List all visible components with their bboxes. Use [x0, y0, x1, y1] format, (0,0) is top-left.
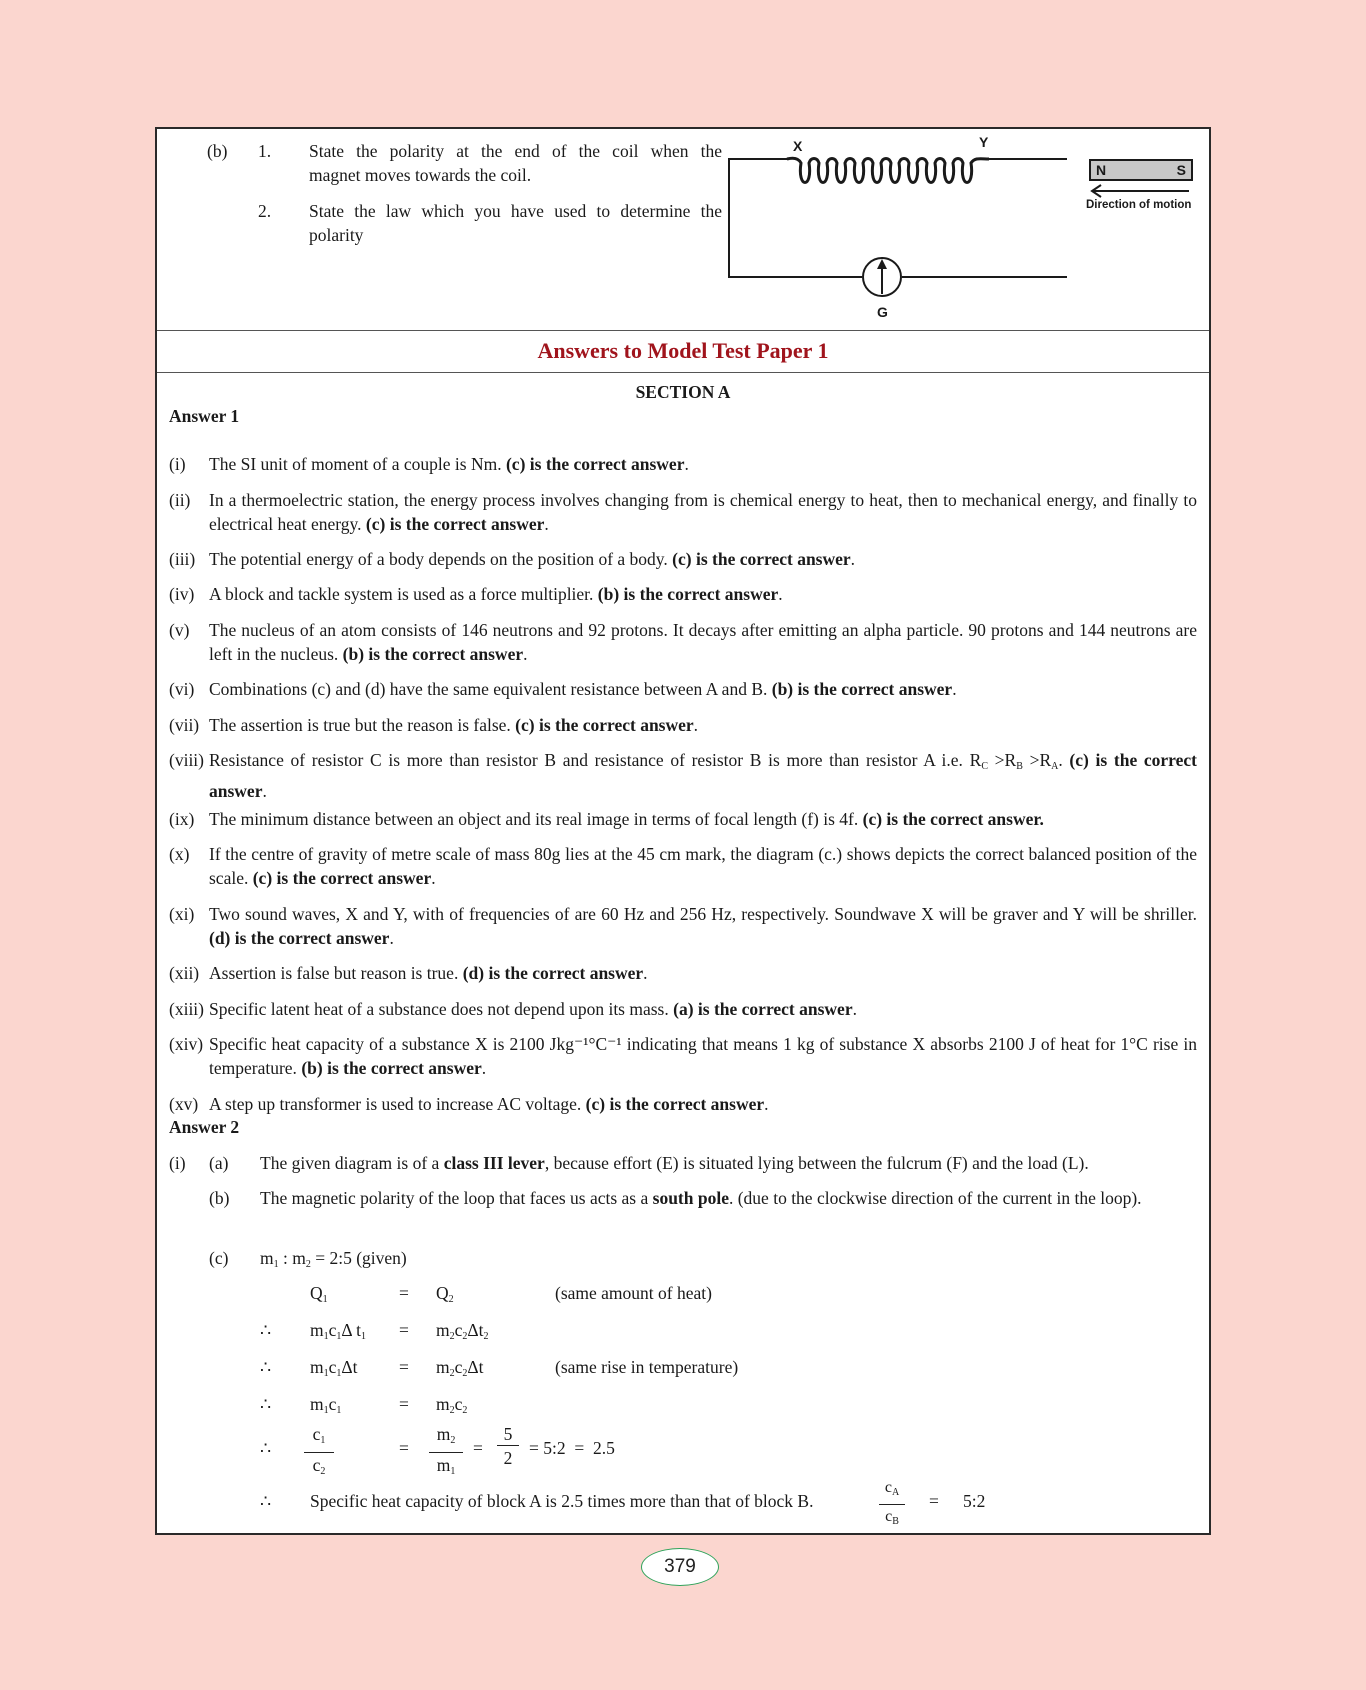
galvanometer-icon	[863, 258, 901, 296]
resistance-relation: $R_C >R_B >R_A$.	[969, 750, 1070, 772]
answer-2-b-text: The magnetic polarity of the loop that faces us acts as a south pole. (due to the clockwise direction of the current in the loop).	[260, 1188, 1142, 1208]
eq-3-note: (same rise in temperature)	[555, 1357, 739, 1377]
answer-1-item-label: (xiv)	[169, 1034, 204, 1054]
answer-1-item-label: (x)	[169, 844, 190, 864]
answer-1-item-text: Two sound waves, X and Y, with of frequencies of are 60 Hz and 256 Hz, respectively. Soundwave X will be graver and Y will be shriller. (d) is the correct answer.	[209, 904, 1197, 948]
answer-1-item-label: (iii)	[169, 549, 196, 569]
answer-1-item-label: (ii)	[169, 490, 191, 510]
answer-1-item-text: The nucleus of an atom consists of 146 neutrons and 92 protons. It decays after emitting an alpha particle. 90 protons and 144 neutrons are left in the nucleus. (b) is the correct answer.	[209, 620, 1197, 664]
answer-2-a-label: (a)	[209, 1153, 229, 1173]
ratio-result: = 5:2 = 2.5	[529, 1438, 615, 1458]
question-b-item-2-line2: polarity	[309, 225, 364, 245]
eq-3-lhs: $m_1c_1\Delta t$	[310, 1357, 358, 1379]
conclusion-value: 5:2	[963, 1491, 986, 1511]
question-b-label: (b)	[207, 141, 228, 161]
eq-4-equals: =	[399, 1394, 409, 1414]
eq-4-lhs: $m_1c_1$	[310, 1394, 342, 1416]
answer-1-item-text: Specific heat capacity of a substance X is 2100 Jkg⁻¹°C⁻¹ indicating that means 1 kg of substance X absorbs 2100 J of heat for 1°C rise in temperature. (b) is the correct answer.	[209, 1034, 1197, 1078]
answer-1-item-label: (xiii)	[169, 999, 204, 1019]
fraction-m2-m1: $\frac{m_2}{m_1}$	[429, 1423, 463, 1484]
therefore-4: ∴	[260, 1438, 272, 1458]
answer-1-item-label: (iv)	[169, 584, 195, 604]
therefore-3: ∴	[260, 1394, 272, 1414]
answer-1-heading: Answer 1	[169, 406, 240, 426]
answer-1-item-label: (viii)	[169, 750, 204, 770]
answer-1-item-text: Specific latent heat of a substance does not depend upon its mass. (a) is the correct answer.	[209, 999, 857, 1019]
magnet-north-label: N	[1096, 162, 1107, 178]
answer-1-item-text: A step up transformer is used to increase AC voltage. (c) is the correct answer.	[209, 1094, 769, 1114]
eq-3-equals: =	[399, 1357, 409, 1377]
direction-of-motion-caption: Direction of motion	[1086, 199, 1192, 211]
coil-circuit-diagram	[717, 129, 1067, 329]
coil-icon	[787, 158, 989, 182]
answer-2-c-label: (c)	[209, 1248, 229, 1268]
page-content-box	[155, 127, 1211, 1535]
question-b-item-2-num: 2.	[258, 201, 272, 221]
answer-1-item-text: The SI unit of moment of a couple is Nm. (c) is the correct answer.	[209, 454, 689, 474]
ratio-equals-2: =	[473, 1438, 483, 1458]
galvanometer-label: G	[877, 304, 888, 320]
page-title: Answers to Model Test Paper 1	[537, 338, 829, 363]
page-number: 379	[641, 1548, 719, 1586]
bar-magnet-icon	[1089, 159, 1193, 181]
answer-1-item-label: (vi)	[169, 679, 195, 699]
eq-1-lhs: $Q_1$	[310, 1283, 328, 1305]
answer-1-item-label: (xv)	[169, 1094, 199, 1114]
answer-1-item-text: If the centre of gravity of metre scale of mass 80g lies at the 45 cm mark, the diagram (c.) shows depicts the correct balanced position of the scale. (c) is the correct answer.	[209, 844, 1197, 888]
divider-bottom	[157, 372, 1209, 373]
question-b-item-1-line1: State the polarity at the end of the coil when the	[309, 141, 722, 161]
answer-1-item-label: (v)	[169, 620, 190, 640]
question-b-item-2-line1: State the law which you have used to determine the	[309, 201, 722, 221]
answer-2-b-label: (b)	[209, 1188, 230, 1208]
therefore-2: ∴	[260, 1357, 272, 1377]
answer-1-item-label: (xi)	[169, 904, 195, 924]
question-b-item-1-num: 1.	[258, 141, 272, 161]
fraction-c1-c2: $\frac{c_1}{c_2}$	[304, 1423, 334, 1484]
eq-1-rhs: $Q_2$	[436, 1283, 454, 1305]
answer-1-item-label: (i)	[169, 454, 186, 474]
arrow-left-icon	[1089, 184, 1193, 198]
conclusion-text: Specific heat capacity of block A is 2.5 times more than that of block B.	[310, 1491, 814, 1511]
fraction-ca-cb: $\frac{c_A}{c_B}$	[879, 1477, 905, 1534]
answer-2-heading: Answer 2	[169, 1117, 240, 1137]
answer-1-item-text: The minimum distance between an object and its real image in terms of focal length (f) is 4f. (c) is the correct answer.	[209, 809, 1044, 829]
answer-1-item-text: Resistance of resistor C is more than resistor B and resistance of resistor B is more than resistor A i.e. $R_C >R_B >R_A$. (c) is the correct answer.	[209, 750, 1197, 801]
magnet-south-label: S	[1176, 162, 1186, 178]
eq-1-note: (same amount of heat)	[555, 1283, 712, 1303]
answer-1-item-text: In a thermoelectric station, the energy process involves changing from is chemical energy to heat, then to mechanical energy, and finally to electrical heat energy. (c) is the correct answer.	[209, 490, 1197, 534]
therefore-1: ∴	[260, 1320, 272, 1340]
eq-2-lhs: $m_1c_1\Delta$ $t_1$	[310, 1320, 366, 1342]
answer-2-part-label: (i)	[169, 1153, 186, 1173]
answer-1-item-text: A block and tackle system is used as a force multiplier. (b) is the correct answer.	[209, 584, 783, 604]
fraction-5-2: $\frac{5}{2}$	[497, 1423, 519, 1470]
answer-1-item-text: The potential energy of a body depends on the position of a body. (c) is the correct answer.	[209, 549, 856, 569]
answer-1-item-label: (vii)	[169, 715, 200, 735]
coil-end-x-label: X	[793, 138, 803, 154]
eq-3-rhs: $m_2c_2\Delta t$	[436, 1357, 484, 1379]
divider-top	[157, 330, 1209, 331]
answer-1-item-label: (xii)	[169, 963, 200, 983]
therefore-5: ∴	[260, 1491, 272, 1511]
ratio-equals-1: =	[399, 1438, 409, 1458]
answer-2-a-text: The given diagram is of a class III lever, because effort (E) is situated lying between the fulcrum (F) and the load (L).	[260, 1153, 1089, 1173]
coil-end-y-label: Y	[979, 134, 989, 150]
answer-1-item-text: Assertion is false but reason is true. (d) is the correct answer.	[209, 963, 648, 983]
answer-1-item-text: Combinations (c) and (d) have the same equivalent resistance between A and B. (b) is the correct answer.	[209, 679, 957, 699]
answer-1-item-text: The assertion is true but the reason is false. (c) is the correct answer.	[209, 715, 699, 735]
given-ratio: $m_1$ : $m_2$ = 2:5 (given)	[260, 1248, 407, 1270]
section-heading: SECTION A	[635, 382, 731, 402]
eq-2-equals: =	[399, 1320, 409, 1340]
eq-2-rhs: $m_2c_2\Delta t_2$	[436, 1320, 489, 1342]
question-b-item-1-line2: magnet moves towards the coil.	[309, 165, 532, 185]
eq-1-equals: =	[399, 1283, 409, 1303]
eq-4-rhs: $m_2c_2$	[436, 1394, 468, 1416]
conclusion-equals: =	[929, 1491, 939, 1511]
answer-1-item-label: (ix)	[169, 809, 195, 829]
